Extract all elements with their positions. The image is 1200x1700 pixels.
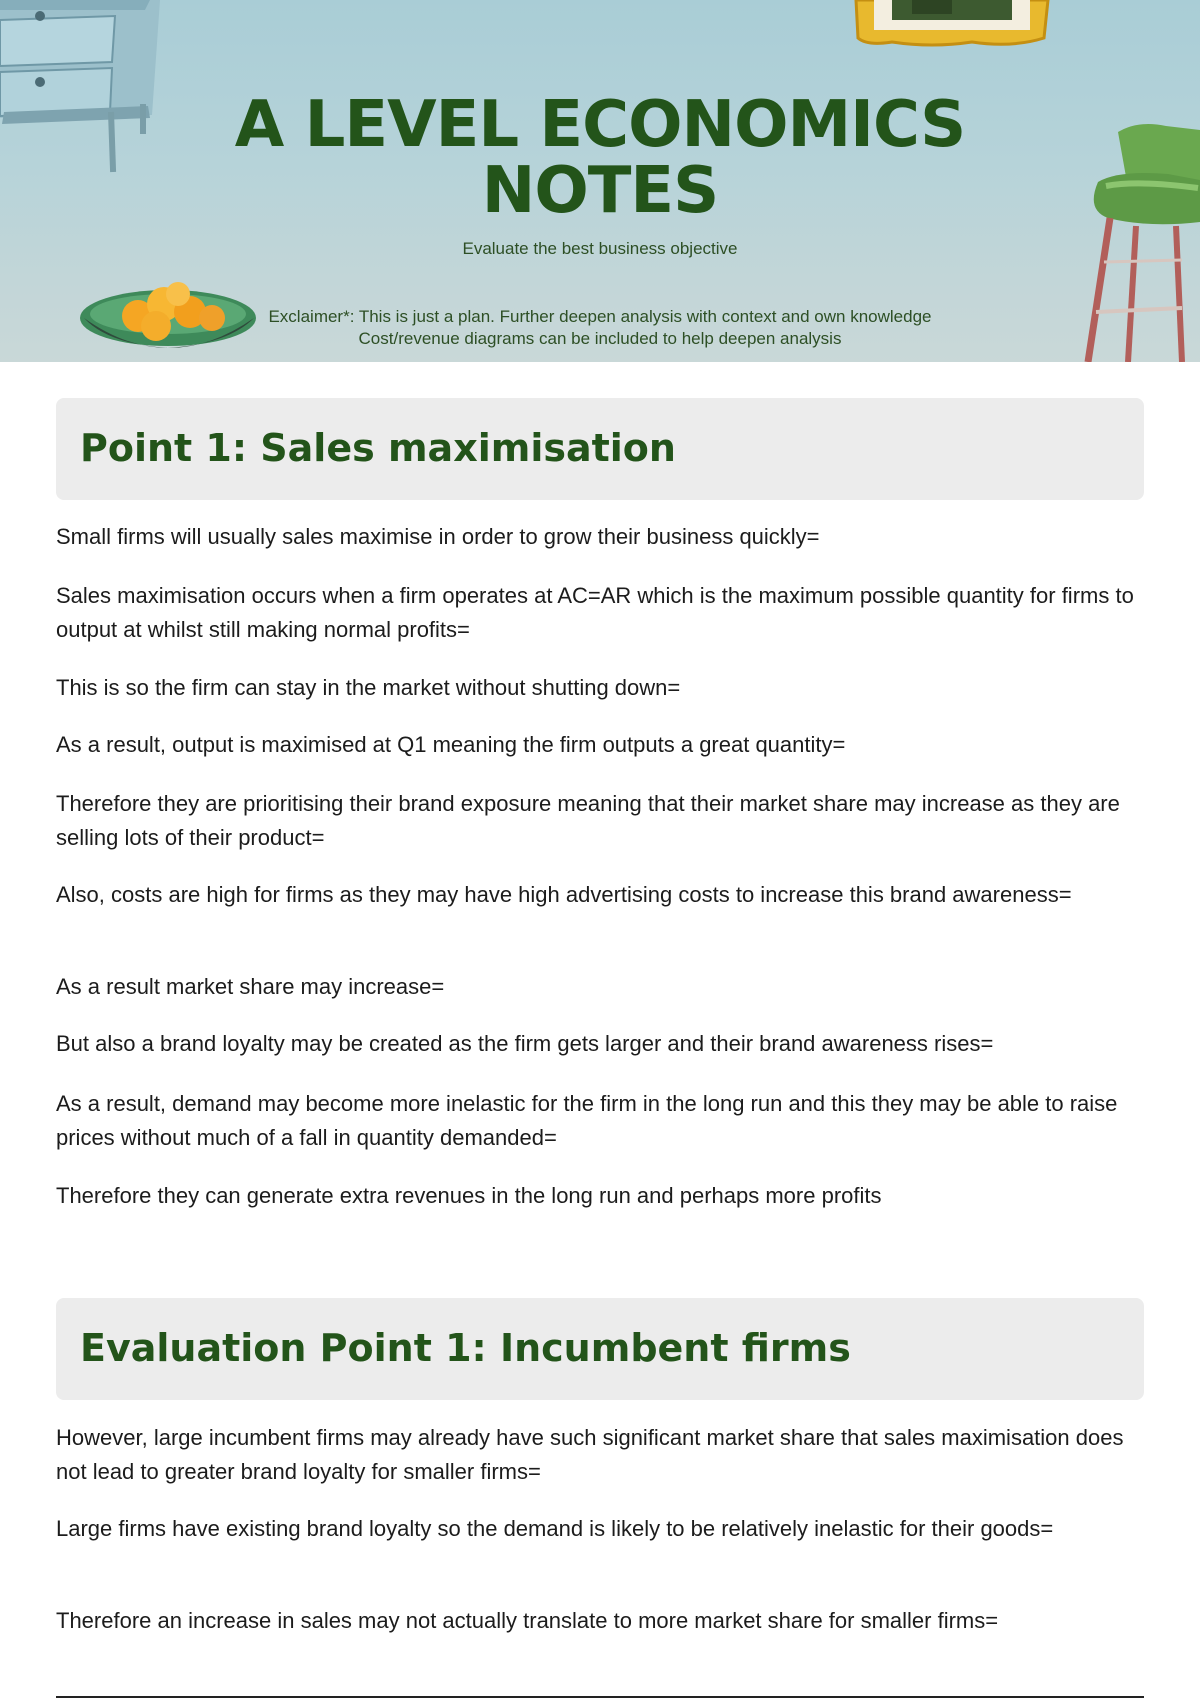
title-line-1: A LEVEL ECONOMICS — [234, 88, 966, 162]
paragraph: Therefore they are prioritising their brand exposure meaning that their market share may increase as they are selling lots of their product= — [56, 791, 1120, 850]
paragraph: As a result, demand may become more inelastic for the firm in the long run and this they may be able to raise prices without much of a fall in quantity demanded= — [56, 1091, 1118, 1150]
paragraph: This is so the firm can stay in the market without shutting down= — [56, 675, 681, 700]
paragraph: But also a brand loyalty may be created as the firm gets larger and their brand awareness rises= — [56, 1031, 994, 1056]
paragraph: Therefore they can generate extra revenues in the long run and perhaps more profits — [56, 1183, 882, 1208]
page-title — [0, 88, 1200, 228]
disclaimer-line-2: Cost/revenue diagrams can be included to help deepen analysis — [358, 329, 842, 348]
section-heading: Evaluation Point 1: Incumbent firms — [80, 1326, 851, 1370]
paragraph: Sales maximisation occurs when a firm operates at AC=AR which is the maximum possible quantity for firms to output at whilst still making normal profits= — [56, 583, 1134, 642]
paragraph: Therefore an increase in sales may not actually translate to more market share for smaller firms= — [56, 1608, 999, 1633]
paragraph: However, large incumbent firms may already have such significant market share that sales maximisation does not lead to greater brand loyalty for smaller firms= — [56, 1425, 1124, 1484]
page-subtitle: Evaluate the best business objective — [462, 239, 738, 258]
section-header-evaluation-1 — [56, 1298, 1144, 1400]
section-header-point-1 — [56, 398, 1144, 500]
paragraph: Large firms have existing brand loyalty so the demand is likely to be relatively inelastic for their goods= — [56, 1516, 1054, 1541]
paragraph: As a result market share may increase= — [56, 974, 445, 999]
paragraph: Also, costs are high for firms as they may have high advertising costs to increase this brand awareness= — [56, 882, 1072, 907]
paragraph: As a result, output is maximised at Q1 meaning the firm outputs a great quantity= — [56, 732, 846, 757]
title-line-2: NOTES — [481, 154, 719, 228]
horizontal-rule — [56, 1696, 1144, 1698]
picture-frame-illustration — [852, 0, 1052, 50]
paragraph: Small firms will usually sales maximise in order to grow their business quickly= — [56, 524, 820, 549]
disclaimer — [0, 306, 1200, 350]
disclaimer-line-1: Exclaimer*: This is just a plan. Further deepen analysis with context and own knowledge — [268, 307, 932, 326]
section-heading: Point 1: Sales maximisation — [80, 426, 676, 470]
header-banner — [0, 0, 1200, 362]
